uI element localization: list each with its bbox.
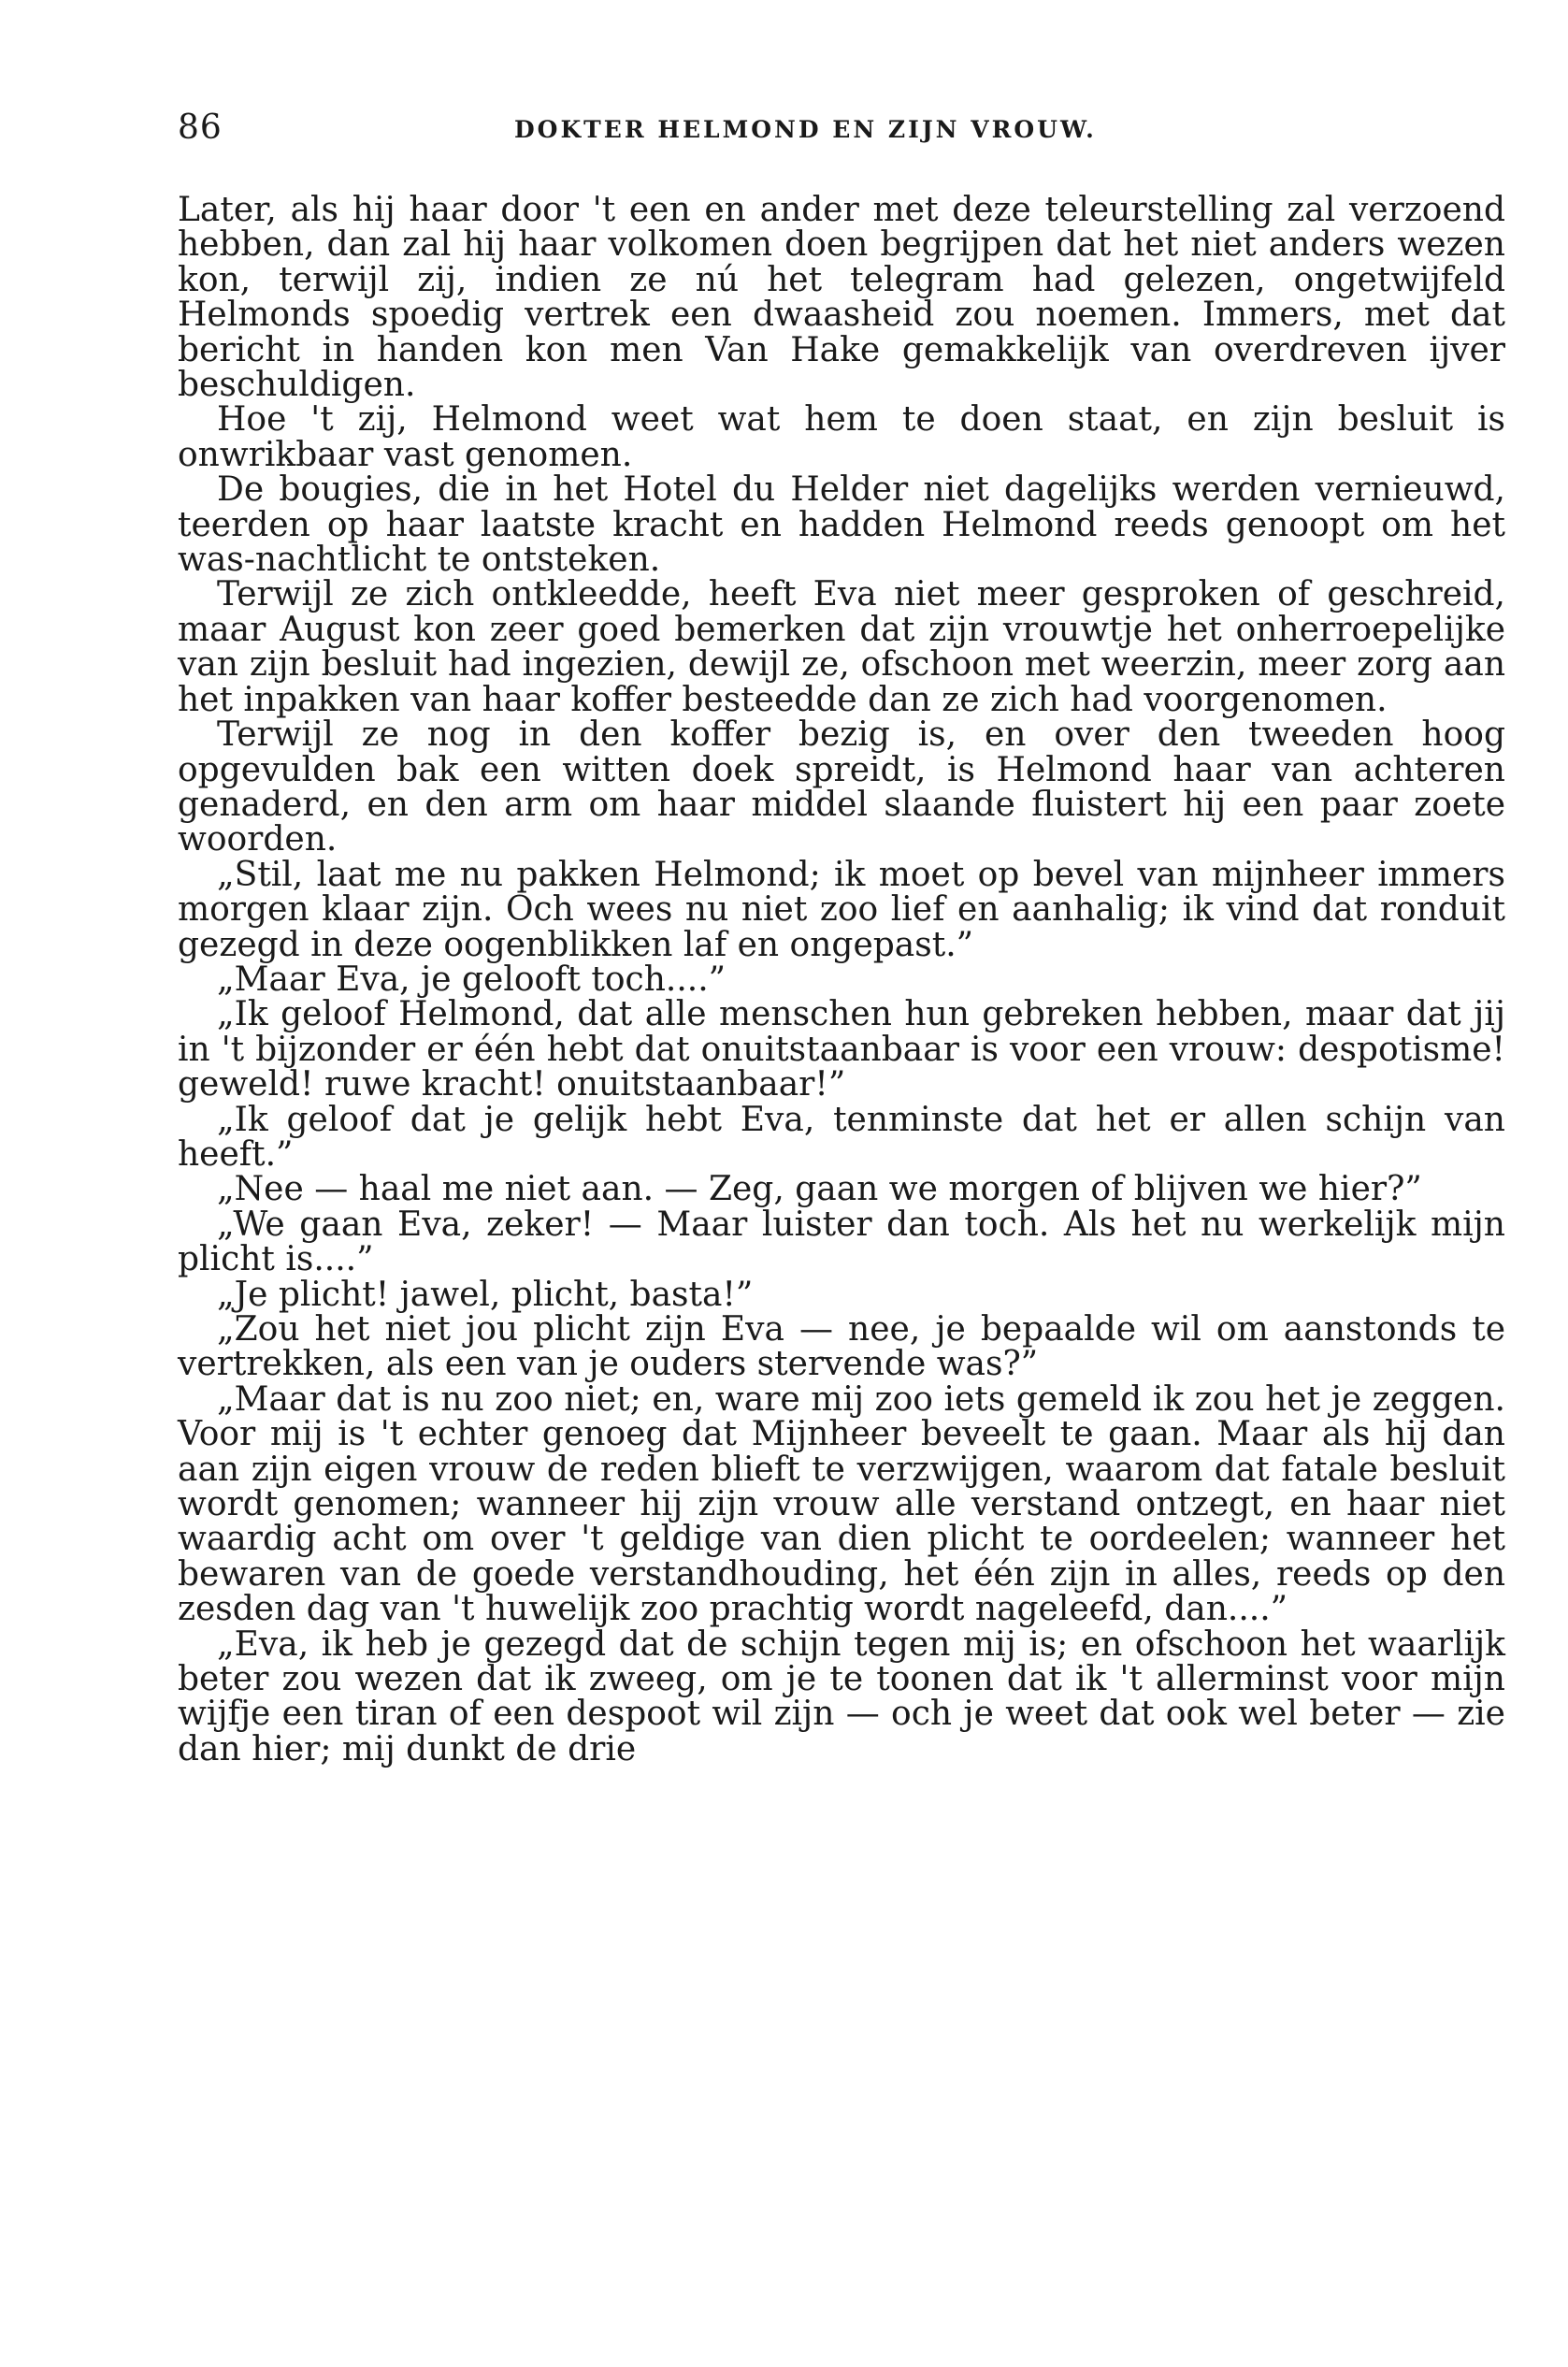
paragraph: „Eva, ik heb je gezegd dat de schijn tegen mij is; en ofschoon het waarlijk beter zou wezen dat ik zweeg, om je te toonen dat ik 't allerminst voor mijn wijfje een tiran of een despoot wil zijn — och je weet dat ook wel beter — zie dan hier; mij dunkt de drie xyxy=(178,1624,1505,1768)
paragraph: „We gaan Eva, zeker! — Maar luister dan toch. Als het nu werkelijk mijn plicht is....” xyxy=(178,1205,1505,1279)
page-header xyxy=(178,108,1505,155)
paragraph: Later, als hij haar door 't een en ander met deze teleurstelling zal verzoend hebben, dan zal hij haar volkomen doen begrijpen dat het niet anders wezen kon, terwijl zij, indien ze nú het telegram had gelezen, ongetwijfeld Helmonds spoedig vertrek een dwaasheid zou noemen. Immers, met dat bericht in handen kon men Van Hake gemakkelijk van overdreven ijver beschuldigen. xyxy=(178,191,1505,405)
paragraph: „Ik geloof dat je gelijk hebt Eva, tenminste dat het er allen schijn van heeft.” xyxy=(178,1100,1505,1174)
paragraph: „Ik geloof Helmond, dat alle menschen hun gebreken hebben, maar dat jij in 't bijzonder er één hebt dat onuitstaanbaar is voor een vrouw: despotisme! geweld! ruwe kracht! onuitstaanbaar!” xyxy=(178,995,1505,1104)
paragraph: „Stil, laat me nu pakken Helmond; ik moet op bevel van mijnheer immers morgen klaar zijn. Och wees nu niet zoo lief en aanhalig; ik vind dat ronduit gezegd in deze oogenblikken laf en ongepast.” xyxy=(178,855,1505,964)
paragraph: „Maar dat is nu zoo niet; en, ware mij zoo iets gemeld ik zou het je zeggen. Voor mij is 't echter genoeg dat Mijnheer beveelt te gaan. Maar als hij dan aan zijn eigen vrouw de reden blieft te verzwijgen, waarom dat fatale besluit wordt genomen; wanneer hij zijn vrouw alle verstand ontzegt, en haar niet waardig acht om over 't geldige van dien plicht te oordeelen; wanneer het bewaren van de goede verstandhouding, het één zijn in alles, reeds op den zesden dag van 't huwelijk zoo prachtig wordt nageleefd, dan....” xyxy=(178,1379,1505,1629)
paragraph: „Je plicht! jawel, plicht, basta!” xyxy=(217,1275,754,1314)
paragraph: Terwijl ze zich ontkleedde, heeft Eva niet meer gesproken of geschreid, maar August kon zeer goed bemerken dat zijn vrouwtje het onherroepelijke van zijn besluit had ingezien, dewijl ze, ofschoon met weerzin, meer zorg aan het inpakken van haar koffer besteedde dan ze zich had voorgenomen. xyxy=(178,575,1505,719)
paragraph: Hoe 't zij, Helmond weet wat hem te doen staat, en zijn besluit is onwrikbaar vast genomen. xyxy=(178,400,1505,474)
page-number: 86 xyxy=(178,108,223,147)
body-text xyxy=(178,193,1505,1767)
paragraph: „Zou het niet jou plicht zijn Eva — nee, je bepaalde wil om aanstonds te vertrekken, als een van je ouders stervende was?” xyxy=(178,1310,1505,1384)
running-head: DOKTER HELMOND EN ZIJN VROUW. xyxy=(514,116,1097,143)
paragraph: Terwijl ze nog in den koffer bezig is, en over den tweeden hoog opgevulden bak een witten doek spreidt, is Helmond haar van achteren genaderd, en den arm om haar middel slaande fluistert hij een paar zoete woorden. xyxy=(178,715,1505,859)
paragraph: „Nee — haal me niet aan. — Zeg, gaan we morgen of blijven we hier?” xyxy=(217,1170,1422,1209)
paragraph: De bougies, die in het Hotel du Helder niet dagelijks werden vernieuwd, teerden op haar laatste kracht en hadden Helmond reeds genoopt om het was-nachtlicht te ontsteken. xyxy=(178,470,1505,580)
paragraph: „Maar Eva, je gelooft toch....” xyxy=(217,960,726,999)
